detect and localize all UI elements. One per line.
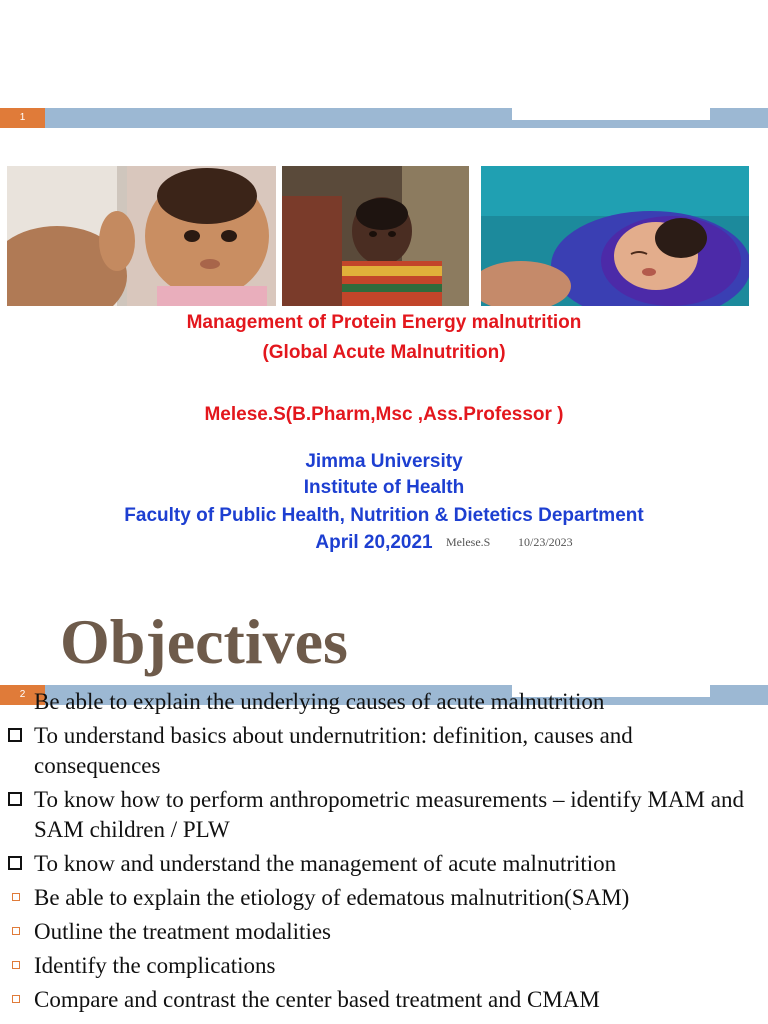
photo-baby-with-mother <box>7 166 276 306</box>
objectives-list <box>8 689 758 1019</box>
slide-number: 1 <box>0 108 45 128</box>
footer-date: 10/23/2023 <box>518 535 573 549</box>
slide-header-bar <box>0 108 768 128</box>
bullet-box-icon <box>12 697 20 705</box>
bullet-box-icon <box>12 927 20 935</box>
list-item: Compare and contrast the center based treatment and CMAM <box>8 985 758 1015</box>
list-item: To understand basics about undernutrition: definition, causes and consequences <box>8 721 758 781</box>
slide-number: 2 <box>0 685 45 705</box>
photo-newborn-sleeping <box>481 166 749 306</box>
slide1-title-line1: Management of Protein Energy malnutrition <box>186 312 582 333</box>
footer-author: Melese.S <box>446 535 491 549</box>
slide-2 <box>0 595 768 1024</box>
slide1-institute: Institute of Health <box>303 477 465 498</box>
list-item: To know how to perform anthropometric measurements – identify MAM and SAM children / PLW <box>8 785 758 845</box>
slide1-university: Jimma University <box>305 451 463 472</box>
bullet-box-icon <box>12 893 20 901</box>
list-item: Be able to explain the underlying causes of acute malnutrition <box>8 687 758 717</box>
header-notch <box>512 108 710 120</box>
list-item: To know and understand the management of acute malnutrition <box>8 849 758 879</box>
slide1-department: Faculty of Public Health, Nutrition & Dietetics Department <box>124 505 644 526</box>
list-item: Outline the treatment modalities <box>8 917 758 947</box>
bullet-box-icon <box>8 856 22 870</box>
slide1-date: April 20,2021 <box>315 532 433 553</box>
slide2-heading: Objectives <box>60 606 348 677</box>
list-item: Be able to explain the etiology of edematous malnutrition(SAM) <box>8 883 758 913</box>
slide1-title-line2: (Global Acute Malnutrition) <box>262 342 506 363</box>
slide1-author: Melese.S(B.Pharm,Msc ,Ass.Professor ) <box>204 404 564 425</box>
bullet-box-icon <box>12 961 20 969</box>
list-item: Identify the complications <box>8 951 758 981</box>
bullet-box-icon <box>12 995 20 1003</box>
photo-child-carried <box>282 166 469 306</box>
bullet-box-icon <box>8 728 22 742</box>
bullet-box-icon <box>8 792 22 806</box>
